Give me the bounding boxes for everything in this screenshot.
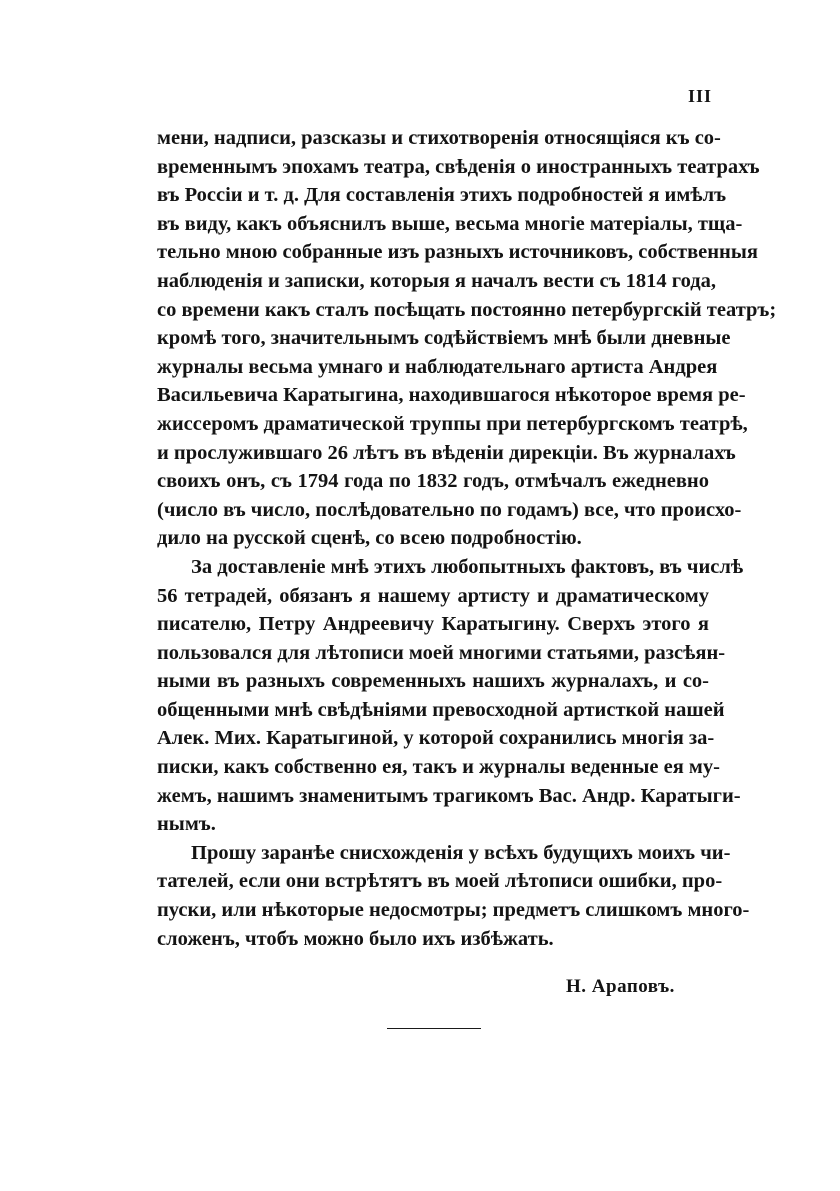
text-line: За доставленіе мнѣ этихъ любопытныхъ фактовъ, въ числѣ bbox=[191, 555, 744, 578]
text-line: 56 тетрадей, обязанъ я нашему артисту и драматическому bbox=[157, 584, 709, 607]
text-line: временнымъ эпохамъ театра, свѣденія о иностранныхъ театрахъ bbox=[157, 155, 760, 178]
text-line: жиссеромъ драматической труппы при петербургскомъ театрѣ, bbox=[157, 412, 748, 435]
text-line: жемъ, нашимъ знаменитымъ трагикомъ Вас. Андр. Каратыги- bbox=[157, 784, 741, 807]
text-line: пользовался для лѣтописи моей многими статьями, разсѣян- bbox=[157, 641, 726, 664]
text-line: ными въ разныхъ современныхъ нашихъ журналахъ, и со- bbox=[157, 670, 709, 693]
text-line: со времени какъ сталъ посѣщать постоянно петербургскій театръ; bbox=[157, 298, 777, 321]
text-line: въ Россіи и т. д. Для составленія этихъ подробностей я имѣлъ bbox=[157, 184, 727, 207]
text-line: общенными мнѣ свѣдѣніями превосходной артисткой нашей bbox=[157, 698, 725, 721]
text-line: Васильевича Каратыгина, находившагося нѣкоторое время ре- bbox=[157, 384, 746, 407]
text-line: (число въ число, послѣдовательно по годамъ) все, что происхо- bbox=[157, 498, 742, 521]
text-line: дило на русской сценѣ, со всею подробностію. bbox=[157, 527, 582, 550]
text-line: писки, какъ собственно ея, такъ и журналы веденные ея му- bbox=[157, 756, 720, 779]
author-signature: Н. Араповъ. bbox=[566, 976, 675, 997]
closing-rule bbox=[387, 1028, 481, 1029]
text-line: сложенъ, чтобъ можно было ихъ избѣжать. bbox=[157, 927, 554, 950]
text-line: въ виду, какъ объяснилъ выше, весьма многіе матеріалы, тща- bbox=[157, 212, 743, 235]
text-line: писателю, Петру Андреевичу Каратыгину. Сверхъ этого я bbox=[157, 613, 709, 636]
text-line: журналы весьма умнаго и наблюдательнаго артиста Андрея bbox=[157, 355, 718, 378]
text-line: Алек. Мих. Каратыгиной, у которой сохранились многія за- bbox=[157, 727, 715, 750]
paragraph-2 bbox=[157, 553, 744, 839]
text-line: наблюденія и записки, которыя я началъ вести съ 1814 года, bbox=[157, 269, 716, 292]
text-line: Прошу заранѣе снисхожденія у всѣхъ будущихъ моихъ чи- bbox=[191, 841, 731, 864]
text-line: мени, надписи, разсказы и стихотворенія относящіяся къ со- bbox=[157, 127, 721, 149]
body-text bbox=[157, 124, 777, 953]
text-line: и прослужившаго 26 лѣтъ въ вѣденіи дирекціи. Въ журналахъ bbox=[157, 441, 736, 464]
text-line: нымъ. bbox=[157, 813, 216, 836]
text-line: своихъ онъ, съ 1794 года по 1832 годъ, отмѣчалъ ежедневно bbox=[157, 470, 709, 493]
text-line: кромѣ того, значительнымъ содѣйствіемъ мнѣ были дневные bbox=[157, 327, 731, 350]
text-line: тельно мною собранные изъ разныхъ источниковъ, собственныя bbox=[157, 241, 758, 264]
page-number: III bbox=[688, 86, 713, 106]
paragraph-1 bbox=[157, 124, 777, 553]
text-line: пуски, или нѣкоторые недосмотры; предметъ слишкомъ много- bbox=[157, 899, 750, 922]
text-line: тателей, если они встрѣтятъ въ моей лѣтописи ошибки, про- bbox=[157, 870, 723, 893]
paragraph-3 bbox=[157, 839, 750, 953]
